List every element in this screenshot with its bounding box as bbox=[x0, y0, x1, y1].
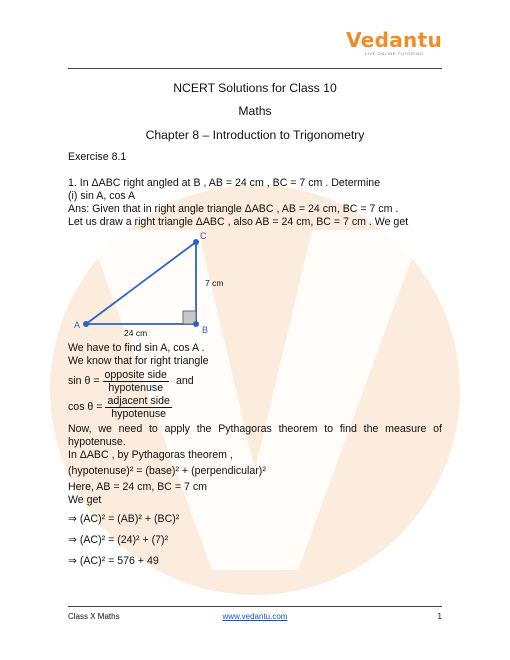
answer-line-1: Ans: Given that in right angle triangle ΔABC , AB = 24 cm, BC = 7 cm . bbox=[68, 203, 399, 215]
question-line-1: 1. In ΔABC right angled at B , AB = 24 cm , BC = 7 cm . Determine bbox=[68, 177, 381, 189]
equation-2: ⇒ (AC)² = (24)² + (7)² bbox=[68, 534, 169, 546]
label-c: C bbox=[200, 231, 207, 241]
know-line: We know that for right triangle bbox=[68, 355, 209, 367]
vertex-b bbox=[193, 321, 199, 327]
footer-website-link[interactable]: www.vedantu.com bbox=[222, 612, 288, 621]
we-get-line: We get bbox=[68, 494, 102, 506]
vedantu-logo bbox=[346, 28, 442, 56]
cos-numerator: adjacent side bbox=[107, 394, 170, 407]
page-number: 1 bbox=[437, 612, 442, 621]
cos-denominator: hypotenuse bbox=[111, 407, 167, 420]
sin-fraction bbox=[103, 369, 169, 394]
doc-title: NCERT Solutions for Class 10 bbox=[173, 81, 337, 95]
sin-numerator: opposite side bbox=[104, 368, 167, 381]
page-content bbox=[68, 78, 442, 568]
logo-tagline: LIVE ONLINE TUTORING bbox=[364, 51, 424, 56]
pythagoras-intro: Now, we need to apply the Pythagoras theorem to find the measure of hypotenuse. bbox=[68, 423, 442, 448]
label-a: A bbox=[74, 320, 81, 330]
answer-line-2: Let us draw a right triangle ΔABC , also AB = 24 cm, BC = 7 cm . We get bbox=[68, 216, 409, 228]
header-rule bbox=[68, 68, 442, 69]
side-bc-length: 7 cm bbox=[205, 278, 224, 288]
equation-3: ⇒ (AC)² = 576 + 49 bbox=[68, 555, 159, 567]
triangle-figure bbox=[68, 229, 442, 339]
triangle-abc bbox=[86, 242, 196, 324]
cos-lhs: cos θ = bbox=[68, 400, 103, 413]
exercise-heading: Exercise 8.1 bbox=[68, 151, 127, 163]
question-line-2: (i) sin A, cos A bbox=[68, 190, 136, 202]
cos-fraction bbox=[105, 395, 171, 420]
pythagoras-formula: (hypotenuse)² = (base)² + (perpendicular)² bbox=[68, 465, 266, 477]
footer-rule bbox=[68, 606, 442, 607]
sin-lhs: sin θ = bbox=[68, 374, 100, 387]
sin-denominator: hypotenuse bbox=[108, 381, 164, 394]
in-abc-line: In ΔABC , by Pythagoras theorem , bbox=[68, 449, 233, 461]
side-ab-length: 24 cm bbox=[124, 328, 148, 338]
logo-wordmark: Vedantu bbox=[346, 28, 442, 52]
and-word: and bbox=[175, 374, 194, 387]
label-b: B bbox=[202, 325, 209, 335]
sin-definition bbox=[68, 368, 442, 394]
cos-definition bbox=[68, 394, 442, 420]
vertex-c bbox=[193, 239, 199, 245]
equation-1: ⇒ (AC)² = (AB)² + (BC)² bbox=[68, 513, 180, 525]
given-values: Here, AB = 24 cm, BC = 7 cm bbox=[68, 481, 207, 493]
vertex-a bbox=[83, 321, 89, 327]
doc-subject: Maths bbox=[238, 104, 272, 118]
find-line: We have to find sin A, cos A . bbox=[68, 342, 205, 354]
doc-chapter: Chapter 8 – Introduction to Trigonometry bbox=[145, 128, 365, 142]
footer-class-label: Class X Maths bbox=[68, 612, 120, 621]
